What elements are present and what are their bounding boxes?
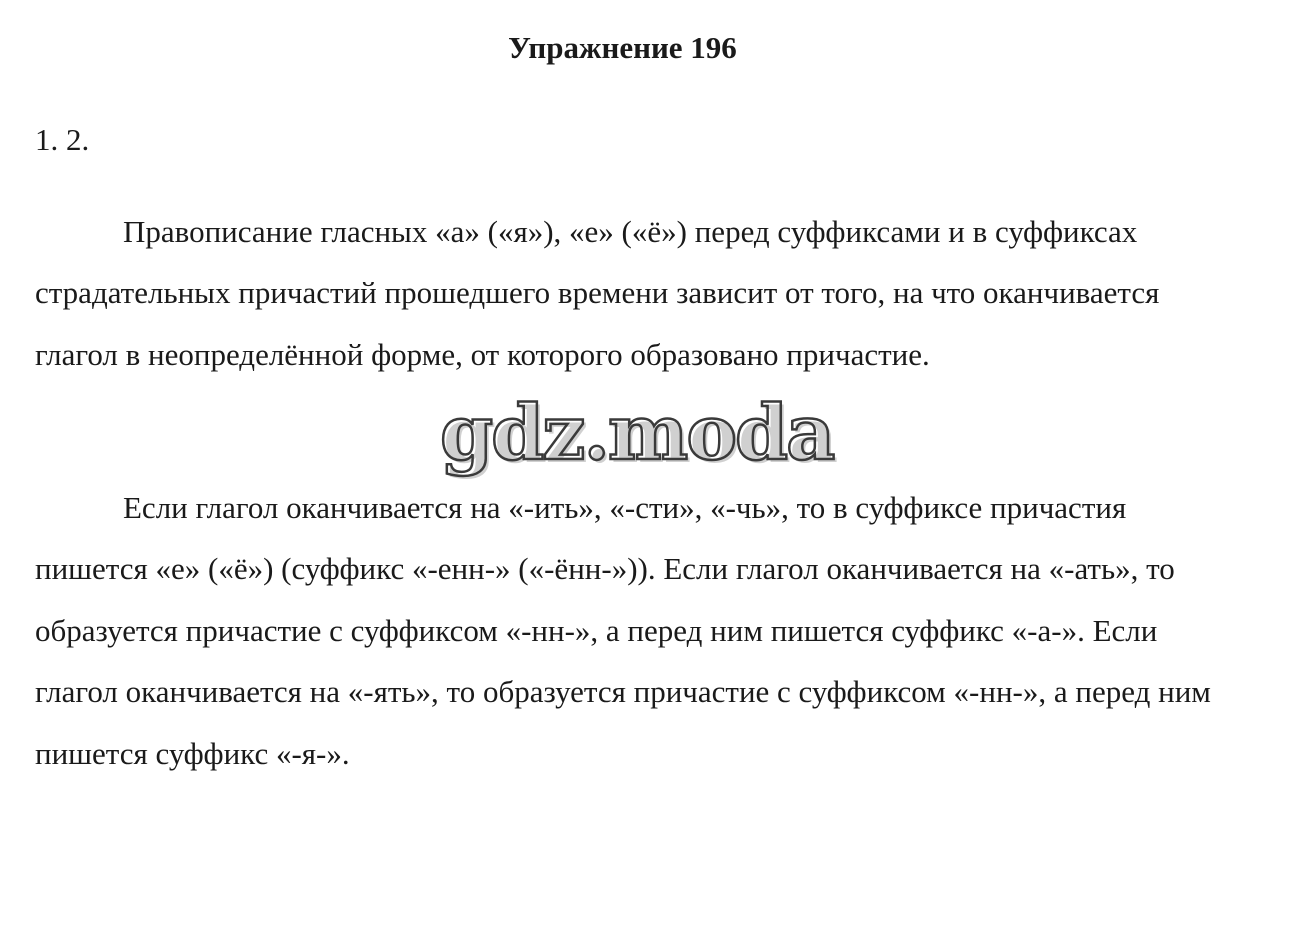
watermark-logo: gdz.moda — [440, 388, 834, 477]
task-numbering: 1. 2. — [35, 122, 90, 157]
paragraph-rule-intro: Правописание гласных «а» («я»), «е» («ё») перед суффиксами и в суффиксах страдательных причастий прошедшего времени зависит от того, на что оканчивается глагол в неопределённой форме, от которого образовано причастие. — [35, 214, 1160, 372]
exercise-title: Упражнение 196 — [508, 30, 737, 65]
paragraph-rule-details: Если глагол оканчивается на «-ить», «-сти», «-чь», то в суффиксе причастия пишется «е» («ё») (суффикс «-енн-» («-ённ-»)). Если глагол оканчивается на «-ать», то образуется причастие с суффиксом «-нн-», а перед ним пишется суффикс «-а-». Если глагол оканчивается на «-ять», то образуется причастие с суффиксом «-нн-», а перед ним пишется суффикс «-я-». — [35, 490, 1211, 771]
